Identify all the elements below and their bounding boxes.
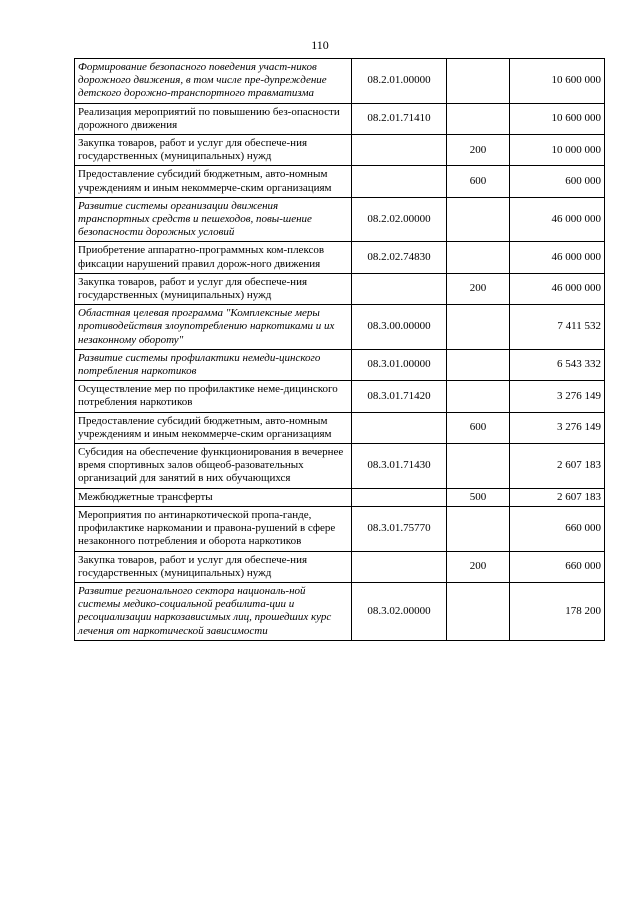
row-name-cell: Реализация мероприятий по повышению без-опасности дорожного движения <box>75 103 352 134</box>
row-expense-type-cell <box>447 582 510 640</box>
row-code-cell: 08.3.01.71430 <box>352 444 447 489</box>
table-row <box>75 349 605 380</box>
row-name-cell: Мероприятия по антинаркотической пропа-ганде, профилактике наркомании и правона-рушений в сфере незаконного потребления и оборота наркотиков <box>75 506 352 551</box>
row-name-cell: Предоставление субсидий бюджетным, авто-номным учреждениям и иным некоммерче-ским организациям <box>75 412 352 443</box>
row-expense-type-cell: 500 <box>447 488 510 506</box>
table-row <box>75 506 605 551</box>
row-name-cell: Областная целевая программа "Комплексные меры противодействия злоупотреблению наркотиками и их незаконному обороту" <box>75 305 352 350</box>
table-row <box>75 551 605 582</box>
row-amount-cell: 46 000 000 <box>510 242 605 273</box>
row-code-cell: 08.2.02.74830 <box>352 242 447 273</box>
row-name-cell: Закупка товаров, работ и услуг для обеспече-ния государственных (муниципальных) нужд <box>75 135 352 166</box>
row-code-cell: 08.3.00.00000 <box>352 305 447 350</box>
row-name-cell: Закупка товаров, работ и услуг для обеспече-ния государственных (муниципальных) нужд <box>75 551 352 582</box>
row-amount-cell: 10 600 000 <box>510 59 605 104</box>
row-code-cell <box>352 488 447 506</box>
row-amount-cell: 660 000 <box>510 551 605 582</box>
row-code-cell: 08.3.01.75770 <box>352 506 447 551</box>
row-code-cell <box>352 412 447 443</box>
row-amount-cell: 2 607 183 <box>510 488 605 506</box>
table-row <box>75 381 605 412</box>
row-name-cell: Межбюджетные трансферты <box>75 488 352 506</box>
row-name-cell: Развитие регионального сектора националь-ной системы медико-социальной реабилита-ции и ресоциализации наркозависимых лиц, прошедших курс лечения от наркотической зависимости <box>75 582 352 640</box>
row-name-cell: Осуществление мер по профилактике неме-дицинского потребления наркотиков <box>75 381 352 412</box>
row-expense-type-cell <box>447 103 510 134</box>
row-expense-type-cell <box>447 59 510 104</box>
row-name-cell: Закупка товаров, работ и услуг для обеспече-ния государственных (муниципальных) нужд <box>75 273 352 304</box>
row-expense-type-cell: 600 <box>447 412 510 443</box>
row-code-cell: 08.3.01.00000 <box>352 349 447 380</box>
row-expense-type-cell <box>447 242 510 273</box>
table-row <box>75 582 605 640</box>
row-code-cell <box>352 166 447 197</box>
row-name-cell: Формирование безопасного поведения участ-ников дорожного движения, в том числе пре-дупреждение детского дорожно-транспортного травматизма <box>75 59 352 104</box>
row-code-cell: 08.2.01.00000 <box>352 59 447 104</box>
row-amount-cell: 10 600 000 <box>510 103 605 134</box>
table-row <box>75 273 605 304</box>
table-row <box>75 444 605 489</box>
row-expense-type-cell <box>447 506 510 551</box>
row-amount-cell: 3 276 149 <box>510 412 605 443</box>
table-row <box>75 135 605 166</box>
row-name-cell: Субсидия на обеспечение функционирования в вечернее время спортивных залов общеоб-разовательных организаций для занятий в них обучающихся <box>75 444 352 489</box>
row-code-cell <box>352 273 447 304</box>
row-amount-cell: 600 000 <box>510 166 605 197</box>
budget-table <box>74 58 605 641</box>
row-code-cell: 08.3.02.00000 <box>352 582 447 640</box>
row-amount-cell: 3 276 149 <box>510 381 605 412</box>
row-name-cell: Предоставление субсидий бюджетным, авто-номным учреждениям и иным некоммерче-ским организациям <box>75 166 352 197</box>
row-expense-type-cell: 600 <box>447 166 510 197</box>
table-row <box>75 412 605 443</box>
row-name-cell: Развитие системы профилактики немеди-цинского потребления наркотиков <box>75 349 352 380</box>
row-amount-cell: 7 411 532 <box>510 305 605 350</box>
row-code-cell: 08.2.02.00000 <box>352 197 447 242</box>
table-row <box>75 197 605 242</box>
row-code-cell: 08.2.01.71410 <box>352 103 447 134</box>
row-amount-cell: 178 200 <box>510 582 605 640</box>
row-expense-type-cell: 200 <box>447 551 510 582</box>
row-expense-type-cell <box>447 444 510 489</box>
row-amount-cell: 2 607 183 <box>510 444 605 489</box>
row-name-cell: Приобретение аппаратно-программных ком-плексов фиксации нарушений правил дорож-ного движения <box>75 242 352 273</box>
table-row <box>75 59 605 104</box>
row-expense-type-cell <box>447 349 510 380</box>
row-expense-type-cell <box>447 381 510 412</box>
page-number: 110 <box>311 38 329 52</box>
row-amount-cell: 46 000 000 <box>510 273 605 304</box>
row-expense-type-cell <box>447 197 510 242</box>
row-amount-cell: 660 000 <box>510 506 605 551</box>
table-row <box>75 305 605 350</box>
row-amount-cell: 46 000 000 <box>510 197 605 242</box>
row-code-cell <box>352 135 447 166</box>
row-expense-type-cell <box>447 305 510 350</box>
table-row <box>75 488 605 506</box>
row-expense-type-cell: 200 <box>447 273 510 304</box>
table-row <box>75 242 605 273</box>
row-code-cell: 08.3.01.71420 <box>352 381 447 412</box>
row-amount-cell: 6 543 332 <box>510 349 605 380</box>
row-code-cell <box>352 551 447 582</box>
row-amount-cell: 10 000 000 <box>510 135 605 166</box>
table-row <box>75 166 605 197</box>
table-row <box>75 103 605 134</box>
row-expense-type-cell: 200 <box>447 135 510 166</box>
row-name-cell: Развитие системы организации движения транспортных средств и пешеходов, повы-шение безопасности дорожных условий <box>75 197 352 242</box>
